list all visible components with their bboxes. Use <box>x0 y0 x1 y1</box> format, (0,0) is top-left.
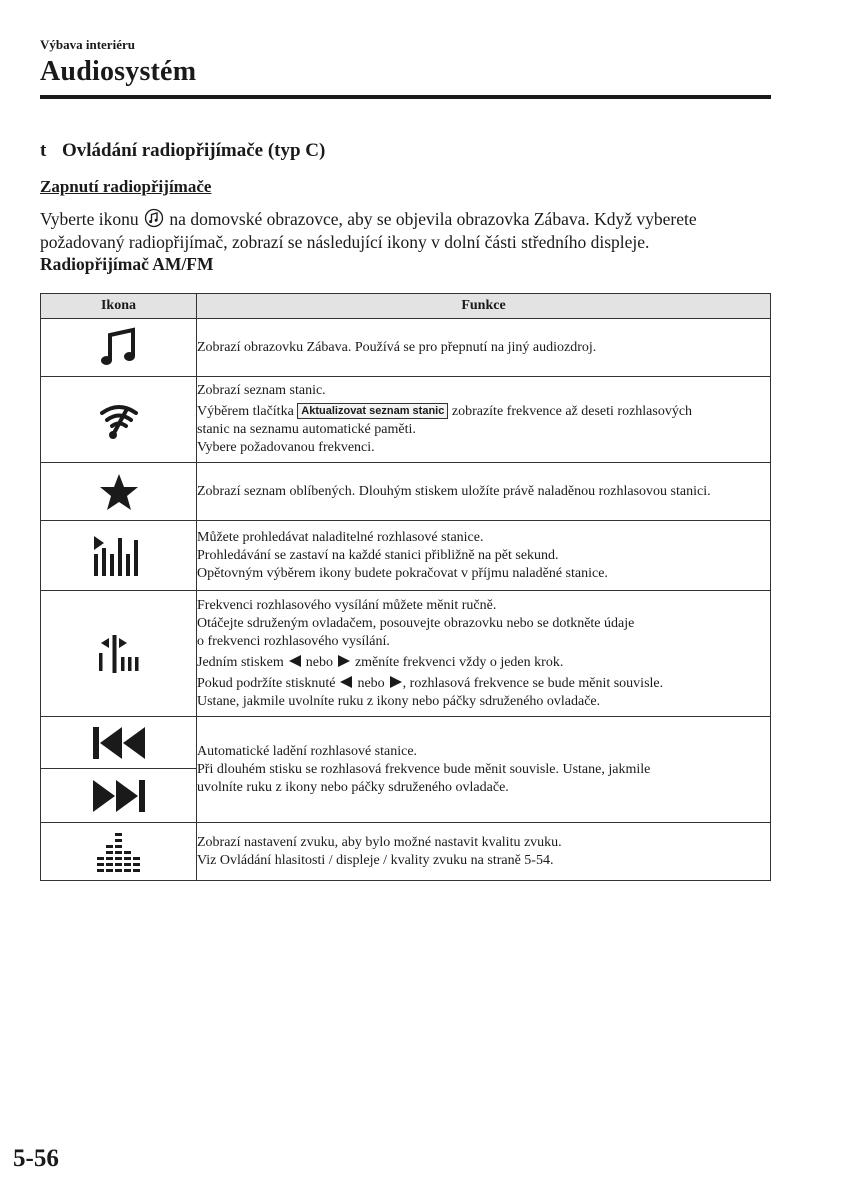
title-divider <box>40 95 771 99</box>
intro-paragraph <box>40 208 780 254</box>
function-text: nebo <box>305 654 333 670</box>
function-text: Můžete prohledávat naladitelné rozhlasové stanice. <box>197 529 484 545</box>
function-cell <box>197 319 771 377</box>
icon-cell <box>41 319 197 377</box>
function-cell <box>197 591 771 717</box>
column-header-icon: Ikona <box>41 294 197 319</box>
icon-cell <box>41 463 197 521</box>
function-text: Prohledávání se zastaví na každé stanici přibližně na pět sekund. <box>197 547 559 563</box>
function-cell <box>197 463 771 521</box>
subheading-am-fm: Radiopřijímač AM/FM <box>40 254 214 274</box>
music-note-icon <box>97 326 141 370</box>
function-text <box>197 675 770 693</box>
function-cell <box>197 521 771 591</box>
function-text: Frekvenci rozhlasového vysílání můžete měnit ručně. <box>197 597 497 613</box>
function-text: Ustane, jakmile uvolníte ruku z ikony nebo páčky sdruženého ovladače. <box>197 693 601 709</box>
music-note-icon <box>143 208 165 226</box>
section-heading <box>40 140 325 162</box>
section-label: Výbava interiéru <box>40 37 135 52</box>
seek-previous-icon <box>91 725 147 761</box>
function-text: , rozhlasová frekvence se bude měnit souvisle. <box>402 675 664 691</box>
column-header-function: Funkce <box>197 294 771 319</box>
table-row <box>41 463 771 521</box>
sound-settings-icon <box>96 831 142 873</box>
heading-bullet: t <box>40 140 47 161</box>
page-number: 5-56 <box>13 1145 59 1172</box>
function-text: Zobrazí seznam oblíbených. Dlouhým stiskem uložíte právě naladěnou rozhlasovou stanici. <box>197 483 711 499</box>
table-row <box>41 377 771 463</box>
station-list-icon <box>98 399 140 441</box>
function-text: uvolníte ruku z ikony nebo páčky sdruženého ovladače. <box>197 779 509 795</box>
function-text: Zobrazí seznam stanic. <box>197 383 326 398</box>
seek-next-icon <box>91 778 147 814</box>
intro-after-icon: na domovské obrazovce, aby se objevila obrazovka Zábava. Když vyberete požadovaný radiopřijímač, zobrazí se následující ikony v dolní části středního displeje. <box>40 209 697 252</box>
icon-cell <box>41 591 197 717</box>
table-row <box>41 823 771 881</box>
table-row <box>41 319 771 377</box>
table-header-row <box>41 294 771 319</box>
function-text: stanic na seznamu automatické paměti. <box>197 422 416 437</box>
function-text: Otáčejte sdruženým ovladačem, posouvejte obrazovku nebo se dotkněte údaje <box>197 615 635 631</box>
icon-function-table <box>40 293 771 881</box>
intro-before-icon: Vyberte ikonu <box>40 209 139 229</box>
right-arrow-icon <box>337 654 351 668</box>
icon-cell <box>41 717 197 769</box>
table-row <box>41 591 771 717</box>
function-text: Zobrazí obrazovku Zábava. Používá se pro přepnutí na jiný audiozdroj. <box>197 339 597 355</box>
function-text: zobrazíte frekvence až deseti rozhlasových <box>448 404 693 419</box>
star-icon <box>99 472 139 512</box>
function-text: Vybere požadovanou frekvenci. <box>197 440 375 455</box>
right-arrow-icon <box>389 675 403 689</box>
function-text <box>197 403 770 421</box>
table-row <box>41 521 771 591</box>
icon-cell <box>41 769 197 823</box>
heading-text: Ovládání radiopřijímače (typ C) <box>62 140 326 161</box>
function-cell <box>197 823 771 881</box>
function-text: Viz Ovládání hlasitosti / displeje / kvality zvuku na straně 5-54. <box>197 852 554 868</box>
left-arrow-icon <box>288 654 302 668</box>
function-cell <box>197 717 771 823</box>
function-cell <box>197 377 771 463</box>
manual-tune-icon <box>97 633 141 675</box>
function-text: Pokud podržíte stisknuté <box>197 675 336 691</box>
function-text: Automatické ladění rozhlasové stanice. <box>197 743 418 759</box>
function-text: Opětovným výběrem ikony budete pokračovat v příjmu naladěné stanice. <box>197 565 608 581</box>
left-arrow-icon <box>339 675 353 689</box>
function-text: Výběrem tlačítka <box>197 404 294 419</box>
function-text: Zobrazí nastavení zvuku, aby bylo možné nastavit kvalitu zvuku. <box>197 834 562 850</box>
page-title: Audiosystém <box>40 56 197 87</box>
icon-cell <box>41 377 197 463</box>
function-text: o frekvenci rozhlasového vysílání. <box>197 633 390 649</box>
function-text: nebo <box>357 675 385 691</box>
function-text: Jedním stiskem <box>197 654 284 670</box>
function-text: změníte frekvenci vždy o jeden krok. <box>354 654 564 670</box>
subheading: Zapnutí radiopřijímače <box>40 177 212 196</box>
function-text: Při dlouhém stisku se rozhlasová frekvence bude měnit souvisle. Ustane, jakmile <box>197 761 651 777</box>
icon-cell <box>41 823 197 881</box>
scan-icon <box>93 534 145 578</box>
function-text <box>197 654 770 672</box>
update-station-list-button: Aktualizovat seznam stanic <box>297 403 448 419</box>
icon-cell <box>41 521 197 591</box>
table-row <box>41 717 771 769</box>
